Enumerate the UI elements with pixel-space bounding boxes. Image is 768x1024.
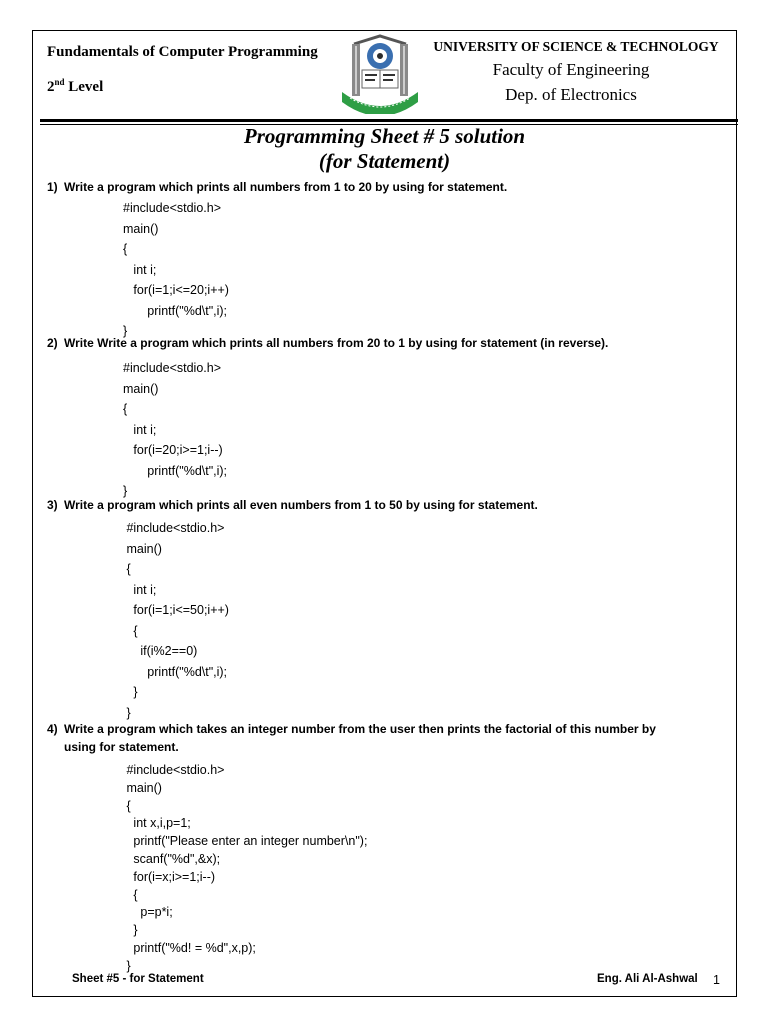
level-number: 2 <box>47 79 55 95</box>
faculty-name: Faculty of Engineering <box>492 60 650 79</box>
level-word: Level <box>64 79 104 95</box>
code-block-1: #include<stdio.h> main() { int i; for(i=1;i<=20;i++) printf("%d\t",i); } <box>123 201 229 338</box>
question-2 <box>47 334 722 352</box>
page-number: 1 <box>713 973 720 987</box>
question-4 <box>47 720 722 756</box>
footer-author: Eng. Ali Al-Ashwal <box>597 973 698 985</box>
university-name: UNIVERSITY OF SCIENCE & TECHNOLOGY <box>433 39 719 54</box>
code-block-3: #include<stdio.h> main() { int i; for(i=1;i<=50;i++) { if(i%2==0) printf("%d\t",i); } } <box>126 521 229 720</box>
question-text: Write a program which prints all even numbers from 1 to 50 by using for statement. <box>64 498 538 512</box>
department-name: Dep. of Electronics <box>505 85 637 104</box>
question-1 <box>47 178 722 196</box>
header-rule <box>40 119 738 122</box>
code-block-2: #include<stdio.h> main() { int i; for(i=20;i>=1;i--) printf("%d\t",i); } <box>123 361 228 498</box>
question-3 <box>47 496 722 514</box>
question-text-line2: using for statement. <box>64 740 179 754</box>
level-suffix: nd <box>54 77 65 87</box>
question-text: Write a program which prints all numbers from 1 to 20 by using for statement. <box>64 180 508 194</box>
question-number: 3) <box>47 498 58 512</box>
footer-sheet-label: Sheet #5 - for Statement <box>72 973 204 985</box>
course-title: Fundamentals of Computer Programming <box>47 44 318 60</box>
course-level <box>47 79 103 96</box>
university-logo <box>336 34 424 114</box>
question-number: 4) <box>47 722 58 736</box>
sheet-subtitle: (for Statement) <box>318 149 451 173</box>
code-block-4: #include<stdio.h> main() { int x,i,p=1; printf("Please enter an integer number\n"); scanf("%d",&x); for(i=x;i>=1;i--) { p=p*i; } printf("%d! = %d",x,p); } <box>126 763 368 973</box>
question-number: 1) <box>47 180 58 194</box>
sheet-title: Programming Sheet # 5 solution <box>243 124 526 148</box>
question-text: Write Write a program which prints all numbers from 20 to 1 by using for statement (in reverse). <box>64 336 609 350</box>
question-number: 2) <box>47 336 58 350</box>
question-text-line1: Write a program which takes an integer number from the user then prints the factorial of this number by <box>64 722 656 736</box>
